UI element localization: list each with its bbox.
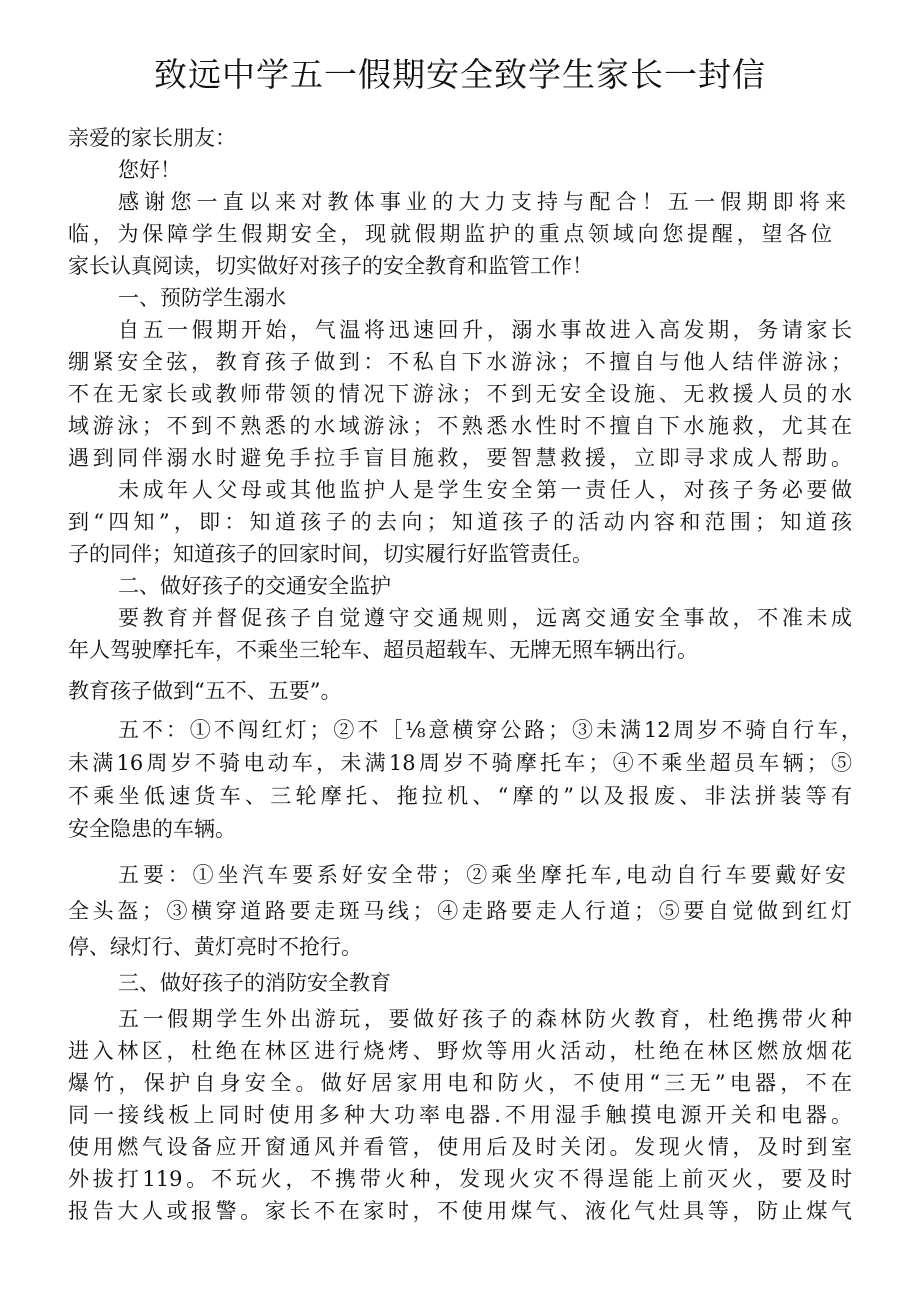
intro-line-3: 家长认真阅读，切实做好对孩子的安全教育和监管工作！ — [68, 254, 593, 278]
drowning-line-4: 域游泳；不到不熟悉的水域游泳；不熟悉水性时不擅自下水施救，尤其在 — [68, 414, 852, 438]
section-heading-drowning: 一、预防学生溺水 — [118, 286, 286, 310]
guardian-line-3: 子的同伴；知道孩子的回家时间，切实履行好监管责任。 — [68, 542, 593, 566]
fire-line-4: 同一接线板上同时使用多种大功率电器.不用湿手触摸电源开关和电器。 — [68, 1103, 852, 1127]
five-do-line-2: 全头盔；③横穿道路要走斑马线；④走路要走人行道；⑤要自觉做到红灯 — [68, 899, 852, 923]
salutation: 亲爱的家长朋友： — [68, 126, 236, 150]
five-dont-line-1: 五不：①不闯红灯；②不［⅛意横穿公路；③未满12周岁不骑自行车， — [118, 718, 862, 742]
fire-line-7: 报告大人或报警。家长不在家时，不使用煤气、液化气灶具等，防止煤气 — [68, 1199, 852, 1223]
greeting: 您好！ — [118, 158, 181, 182]
guardian-line-2: 到“四知”，即：知道孩子的去向；知道孩子的活动内容和范围；知道孩 — [68, 510, 852, 534]
fire-line-6: 外拔打119。不玩火，不携带火种，发现火灾不得逞能上前灭火，要及时 — [68, 1167, 852, 1191]
five-dont-line-2: 未满16周岁不骑电动车，未满18周岁不骑摩托车；④不乘坐超员车辆；⑤ — [68, 751, 852, 775]
five-dont-line-4: 安全隐患的车辆。 — [68, 817, 236, 841]
traffic-line-2: 年人驾驶摩托车，不乘坐三轮车、超员超载车、无牌无照车辆出行。 — [68, 638, 698, 662]
section-heading-fire: 三、做好孩子的消防安全教育 — [118, 971, 391, 995]
fire-line-3: 爆竹，保护自身安全。做好居家用电和防火，不使用“三无”电器，不在 — [68, 1071, 852, 1095]
intro-line-1: 感谢您一直以来对教体事业的大力支持与配合！五一假期即将来 — [118, 190, 846, 214]
five-do-line-1: 五要：①坐汽车要系好安全带；②乘坐摩托车,电动自行车要戴好安 — [118, 863, 846, 887]
fire-line-5: 使用燃气设备应开窗通风并看管，使用后及时关闭。发现火情，及时到室 — [68, 1135, 852, 1159]
drowning-line-3: 不在无家长或教师带领的情况下游泳；不到无安全设施、无救援人员的水 — [68, 382, 852, 406]
traffic-line-3: 教育孩子做到“五不、五要”。 — [68, 679, 342, 703]
section-heading-traffic: 二、做好孩子的交通安全监护 — [118, 574, 391, 598]
guardian-line-1: 未成年人父母或其他监护人是学生安全第一责任人，对孩子务必要做 — [118, 478, 852, 502]
five-do-line-3: 停、绿灯行、黄灯亮时不抢行。 — [68, 935, 362, 959]
five-dont-line-3: 不乘坐低速货车、三轮摩托、拖拉机、“摩的”以及报废、非法拼装等有 — [68, 784, 852, 808]
intro-line-2: 临，为保障学生假期安全，现就假期监护的重点领域向您提醒，望各位 — [68, 222, 832, 246]
fire-line-1: 五一假期学生外出游玩，要做好孩子的森林防火教育，杜绝携带火种 — [118, 1007, 852, 1031]
fire-line-2: 进入林区，杜绝在林区进行烧烤、野炊等用火活动，杜绝在林区燃放烟花 — [68, 1039, 852, 1063]
drowning-line-5: 遇到同伴溺水时避免手拉手盲目施救，要智慧救援，立即寻求成人帮助。 — [68, 446, 852, 470]
drowning-line-2: 绷紧安全弦，教育孩子做到：不私自下水游泳；不擅自与他人结伴游泳； — [68, 350, 852, 374]
drowning-line-1: 自五一假期开始，气温将迅速回升，溺水事故进入高发期，务请家长 — [118, 318, 852, 342]
document-title: 致远中学五一假期安全致学生家长一封信 — [154, 55, 766, 94]
traffic-line-1: 要教育并督促孩子自觉遵守交通规则，远离交通安全事故，不准未成 — [118, 606, 852, 630]
